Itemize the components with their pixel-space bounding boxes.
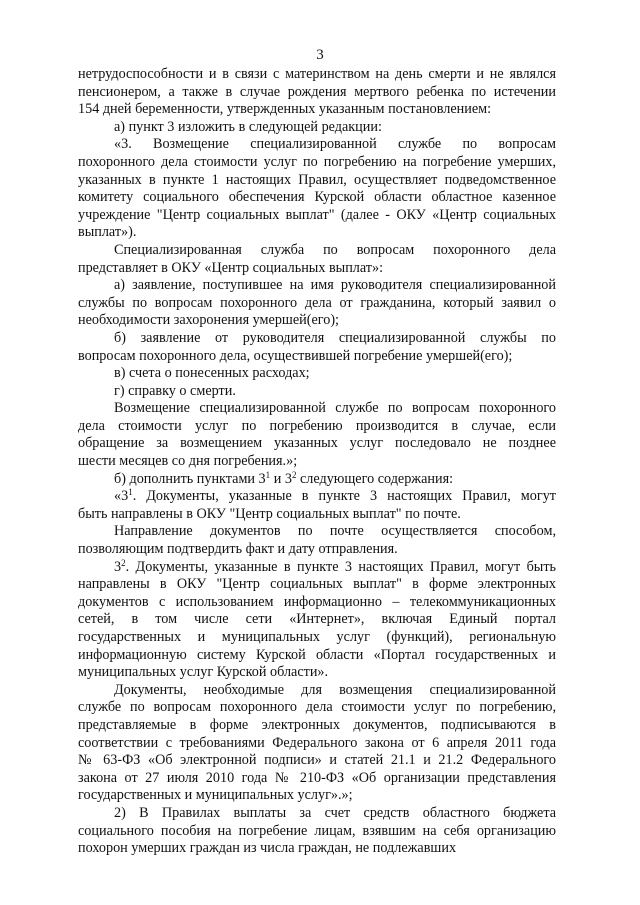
- text-line: необходимости захоронения умершей(его);: [78, 312, 339, 329]
- text-line: соответствии с требованиями Федерального закона от 6 апреля 2011 года: [78, 734, 556, 751]
- text-line: похоронного дела стоимости услуг по погребению на погребение умерших,: [78, 153, 556, 170]
- text-line: комитету социального обеспечения Курской области областное казенное: [78, 189, 556, 206]
- document-body: [78, 66, 556, 858]
- text-line: Направление документов по почте осуществляется способом,: [114, 523, 556, 540]
- text-line: направлены в ОКУ "Центр социальных выплат" в форме электронных: [78, 576, 556, 593]
- text-line: № 63-ФЗ «Об электронной подписи» и статей 21.1 и 21.2 Федерального: [78, 752, 556, 769]
- text-line: учреждение "Центр социальных выплат" (далее - ОКУ «Центр социальных: [78, 206, 556, 223]
- text-line: б) дополнить пунктами $3^1$ и $3^2$ следующего содержания:: [114, 469, 454, 487]
- text-line: представляет в ОКУ «Центр социальных выплат»:: [78, 259, 384, 276]
- text-line: указанных в пункте 1 настоящих Правил, осуществляет подведомственное: [78, 171, 556, 188]
- text-line: закона от 27 июля 2010 года № 210-ФЗ «Об организации представления: [78, 769, 556, 786]
- text-line: 154 дней беременности, утвержденных указанным постановлением:: [78, 101, 492, 118]
- text-line: в) счета о понесенных расходах;: [114, 365, 310, 382]
- text-line: Документы, необходимые для возмещения специализированной: [114, 681, 556, 698]
- text-line: государственных и муниципальных услуг».»;: [78, 787, 353, 804]
- text-line: позволяющим подтвердить факт и дату отправления.: [78, 541, 398, 558]
- text-line: Возмещение специализированной службе по вопросам похоронного: [114, 400, 556, 417]
- text-line: представляемые в форме электронных документов, подписываются в: [78, 716, 556, 733]
- text-line: а) пункт 3 изложить в следующей редакции:: [114, 118, 382, 135]
- text-line: муниципальных услуг Курской области».: [78, 664, 329, 681]
- text-line: а) заявление, поступившее на имя руководителя специализированной: [114, 277, 556, 294]
- text-line: обращение за возмещением указанных услуг последовало не позднее: [78, 435, 556, 452]
- text-line: нетрудоспособности и в связи с материнством на день смерти и не являлся: [78, 66, 556, 82]
- text-line: $3^2$. Документы, указанные в пункте 3 настоящих Правил, могут быть: [114, 557, 556, 575]
- text-line: похорон умерших граждан из числа граждан, не подлежавших: [78, 840, 457, 857]
- text-line: 2) В Правилах выплаты за счет средств областного бюджета: [114, 804, 556, 821]
- page-number: 3: [316, 47, 324, 63]
- text-line: «$3^1$. Документы, указанные в пункте 3 настоящих Правил, могут: [114, 487, 556, 505]
- text-line: пенсионером, а также в случае рождения мертвого ребенка по истечении: [78, 83, 556, 100]
- text-line: социального пособия на погребение лицам, взявшим на себя организацию: [78, 822, 556, 839]
- text-line: вопросам похоронного дела, осуществившей погребение умершей(его);: [78, 347, 513, 364]
- text-line: быть направлены в ОКУ "Центр социальных выплат" по почте.: [78, 505, 461, 522]
- text-line: дела стоимости услуг по погребению производится в случае, если: [78, 417, 556, 434]
- text-line: «3. Возмещение специализированной службе по вопросам: [114, 136, 556, 153]
- text-line: сетей, в том числе сети «Интернет», включая Единый портал: [78, 611, 556, 628]
- text-line: службе по вопросам похоронного дела стоимости услуг по погребению,: [78, 699, 556, 716]
- text-line: Специализированная служба по вопросам похоронного дела: [114, 241, 556, 258]
- text-line: информационную систему Курской области «Портал государственных и: [78, 646, 556, 663]
- text-line: службы по вопросам похоронного дела от гражданина, который заявил о: [78, 294, 556, 311]
- text-line: г) справку о смерти.: [114, 382, 236, 399]
- text-line: выплат»).: [78, 224, 137, 241]
- text-line: б) заявление от руководителя специализированной службы по: [114, 329, 556, 346]
- text-line: шести месяцев со дня погребения.»;: [78, 453, 298, 470]
- text-line: документов с использованием информационно – телекоммуникационных: [78, 593, 556, 610]
- text-line: государственных и муниципальных услуг (функций), региональную: [78, 629, 556, 645]
